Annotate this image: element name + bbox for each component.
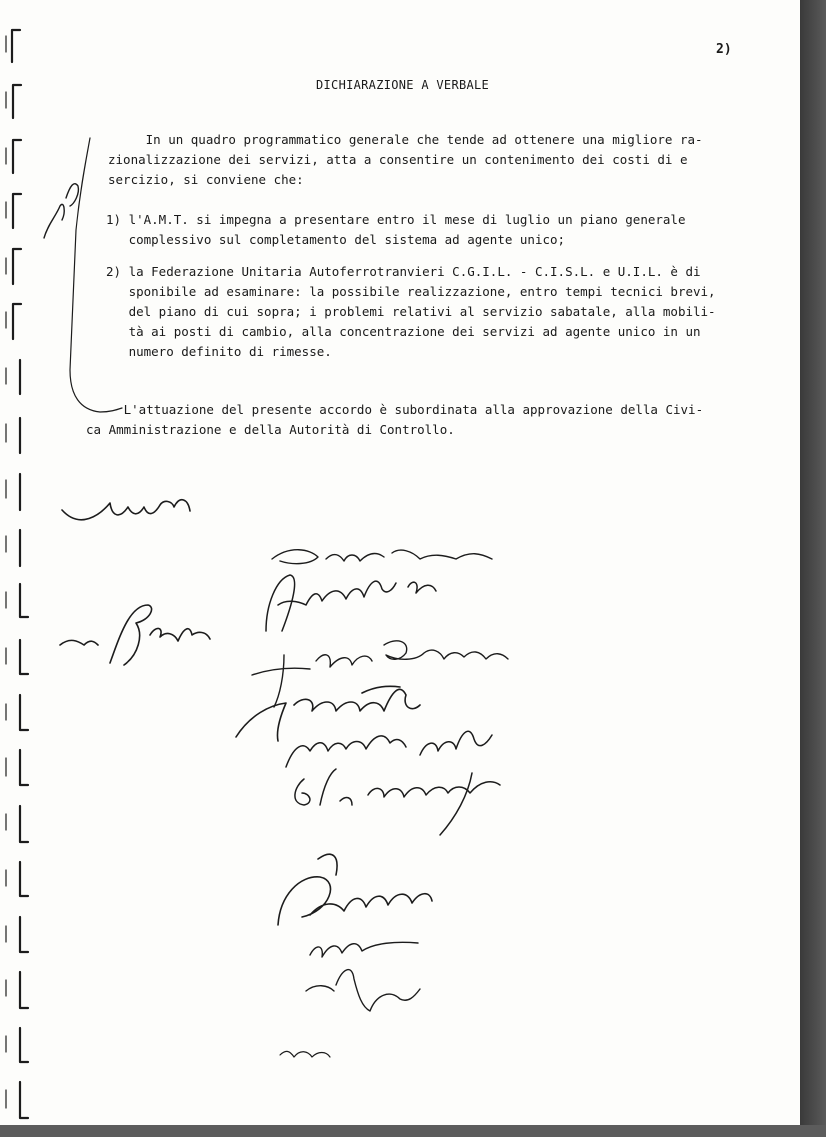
closing-paragraph: L'attuazione del presente accordo è subordinata alla approvazione della Civi- ca Amministrazione e della Autorità di Controllo. [86,402,704,437]
page-shadow-bottom [0,1125,826,1137]
clause-2: 2) la Federazione Unitaria Autoferrotranvieri C.G.I.L. - C.I.S.L. e U.I.L. è di sponibile ad esaminare: la possibile realizzazione, entro tempi tecnici brevi, del piano di cui sopra; i problemi relativi al servizio sabatale, alla mobili- tà ai posti di cambio, alla concentrazione dei servizi ad agente unico in un numero definito di rimesse. [106,264,716,359]
page-shadow-right [800,0,826,1137]
margin-bracket-icon [30,120,130,450]
signatures-icon [40,455,560,1115]
intro-paragraph: In un quadro programmatico generale che tende ad ottenere una migliore ra- zionalizzazione dei servizi, atta a consentire un contenimento dei costi di e sercizio, si conviene che: [108,132,703,187]
clause-1: 1) l'A.M.T. si impegna a presentare entro il mese di luglio un piano generale complessivo sul completamento del sistema ad agente unico; [106,212,686,247]
document-title: DICHIARAZIONE A VERBALE [316,78,490,92]
page-number: 2) [716,42,732,57]
